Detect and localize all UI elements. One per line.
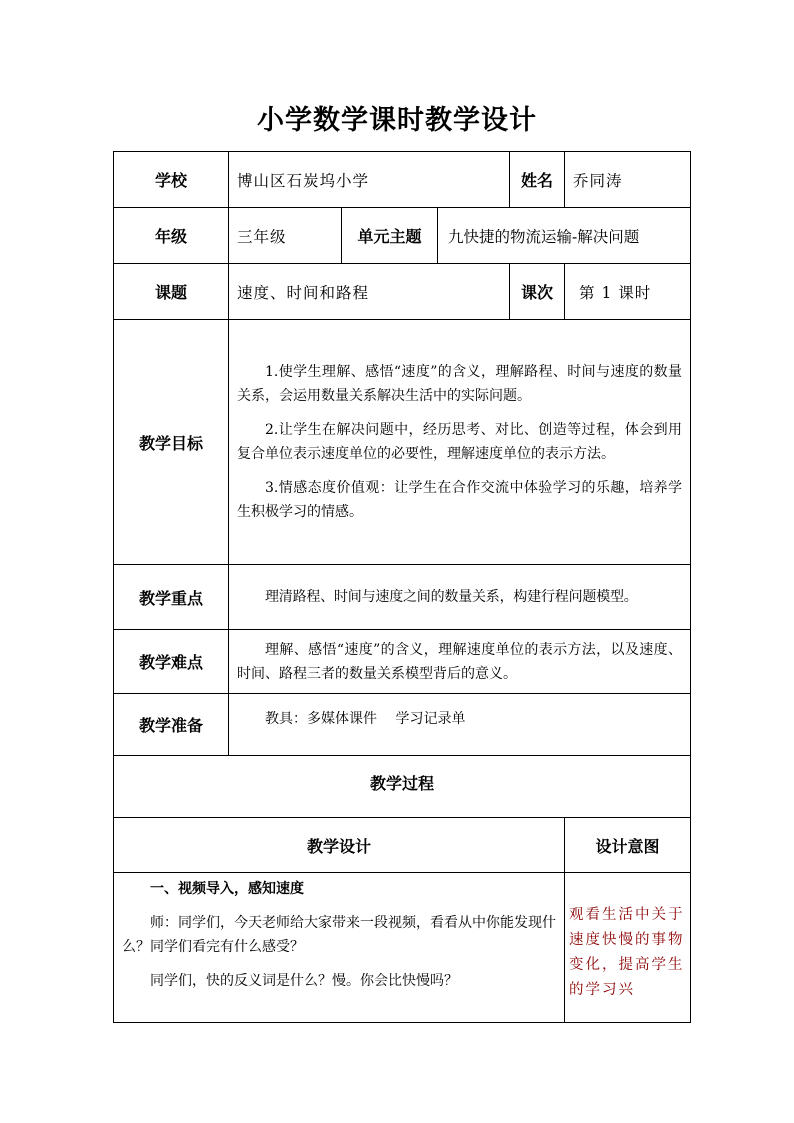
process-intent-cell xyxy=(565,873,691,1023)
row-process-content xyxy=(114,873,691,1023)
design-label: 教学设计 xyxy=(114,818,565,873)
prep-content xyxy=(229,694,691,756)
row-process-header xyxy=(114,756,691,818)
intent-label: 设计意图 xyxy=(565,818,691,873)
difficulty-text: 理解、感悟“速度”的含义，理解速度单位的表示方法，以及速度、时间、路程三者的数量关系模型背后的意义。 xyxy=(237,641,683,682)
process-label: 教学过程 xyxy=(114,756,691,818)
process-design-cell xyxy=(114,873,565,1023)
school-value: 博山区石炭坞小学 xyxy=(229,152,510,208)
key-label: 教学重点 xyxy=(114,565,229,630)
topic-value: 速度、时间和路程 xyxy=(229,264,510,320)
goals-content xyxy=(229,320,691,565)
unit-label: 单元主题 xyxy=(342,208,438,264)
row-topic xyxy=(114,264,691,320)
key-text: 理清路程、时间与速度之间的数量关系，构建行程问题模型。 xyxy=(265,589,638,605)
grade-value: 三年级 xyxy=(229,208,342,264)
prep-text: 教具：多媒体课件 学习记录单 xyxy=(265,710,466,727)
row-goals xyxy=(114,320,691,565)
difficulty-label: 教学难点 xyxy=(114,630,229,694)
row-prep xyxy=(114,694,691,756)
difficulty-content xyxy=(229,630,691,694)
session-value: 第 1 课时 xyxy=(565,264,691,320)
goal-item: 3.情感态度价值观：让学生在合作交流中体验学习的乐趣，培养学生积极学习的情感。 xyxy=(237,480,683,520)
goal-item: 2.让学生在解决问题中，经历思考、对比、创造等过程，体会到用复合单位表示速度单位的必要性，理解速度单位的表示方法。 xyxy=(237,422,683,462)
goals-label: 教学目标 xyxy=(114,320,229,565)
row-grade xyxy=(114,208,691,264)
row-difficulty xyxy=(114,630,691,694)
row-design-header xyxy=(114,818,691,873)
grade-label: 年级 xyxy=(114,208,229,264)
process-paragraph: 同学们，快的反义词是什么？慢。你会比快慢吗？ xyxy=(150,973,458,989)
process-heading: 一、视频导入，感知速度 xyxy=(150,881,304,897)
process-paragraph: 师：同学们，今天老师给大家带来一段视频，看看从中你能发现什么？同学们看完有什么感受？ xyxy=(122,915,557,955)
topic-label: 课题 xyxy=(114,264,229,320)
key-content xyxy=(229,565,691,630)
goal-item: 1.使学生理解、感悟“速度”的含义，理解路程、时间与速度的数量关系，会运用数量关系解决生活中的实际问题。 xyxy=(237,364,683,404)
lesson-plan-table xyxy=(113,151,691,1023)
school-label: 学校 xyxy=(114,152,229,208)
intent-text: 观看生活中关于速度快慢的事物变化，提高学生的学习兴 xyxy=(569,907,685,998)
row-school xyxy=(114,152,691,208)
row-key xyxy=(114,565,691,630)
unit-value: 九快捷的物流运输-解决问题 xyxy=(438,208,691,264)
name-value: 乔同涛 xyxy=(565,152,691,208)
session-label: 课次 xyxy=(510,264,565,320)
page-title: 小学数学课时教学设计 xyxy=(257,105,537,136)
name-label: 姓名 xyxy=(510,152,565,208)
prep-label: 教学准备 xyxy=(114,694,229,756)
